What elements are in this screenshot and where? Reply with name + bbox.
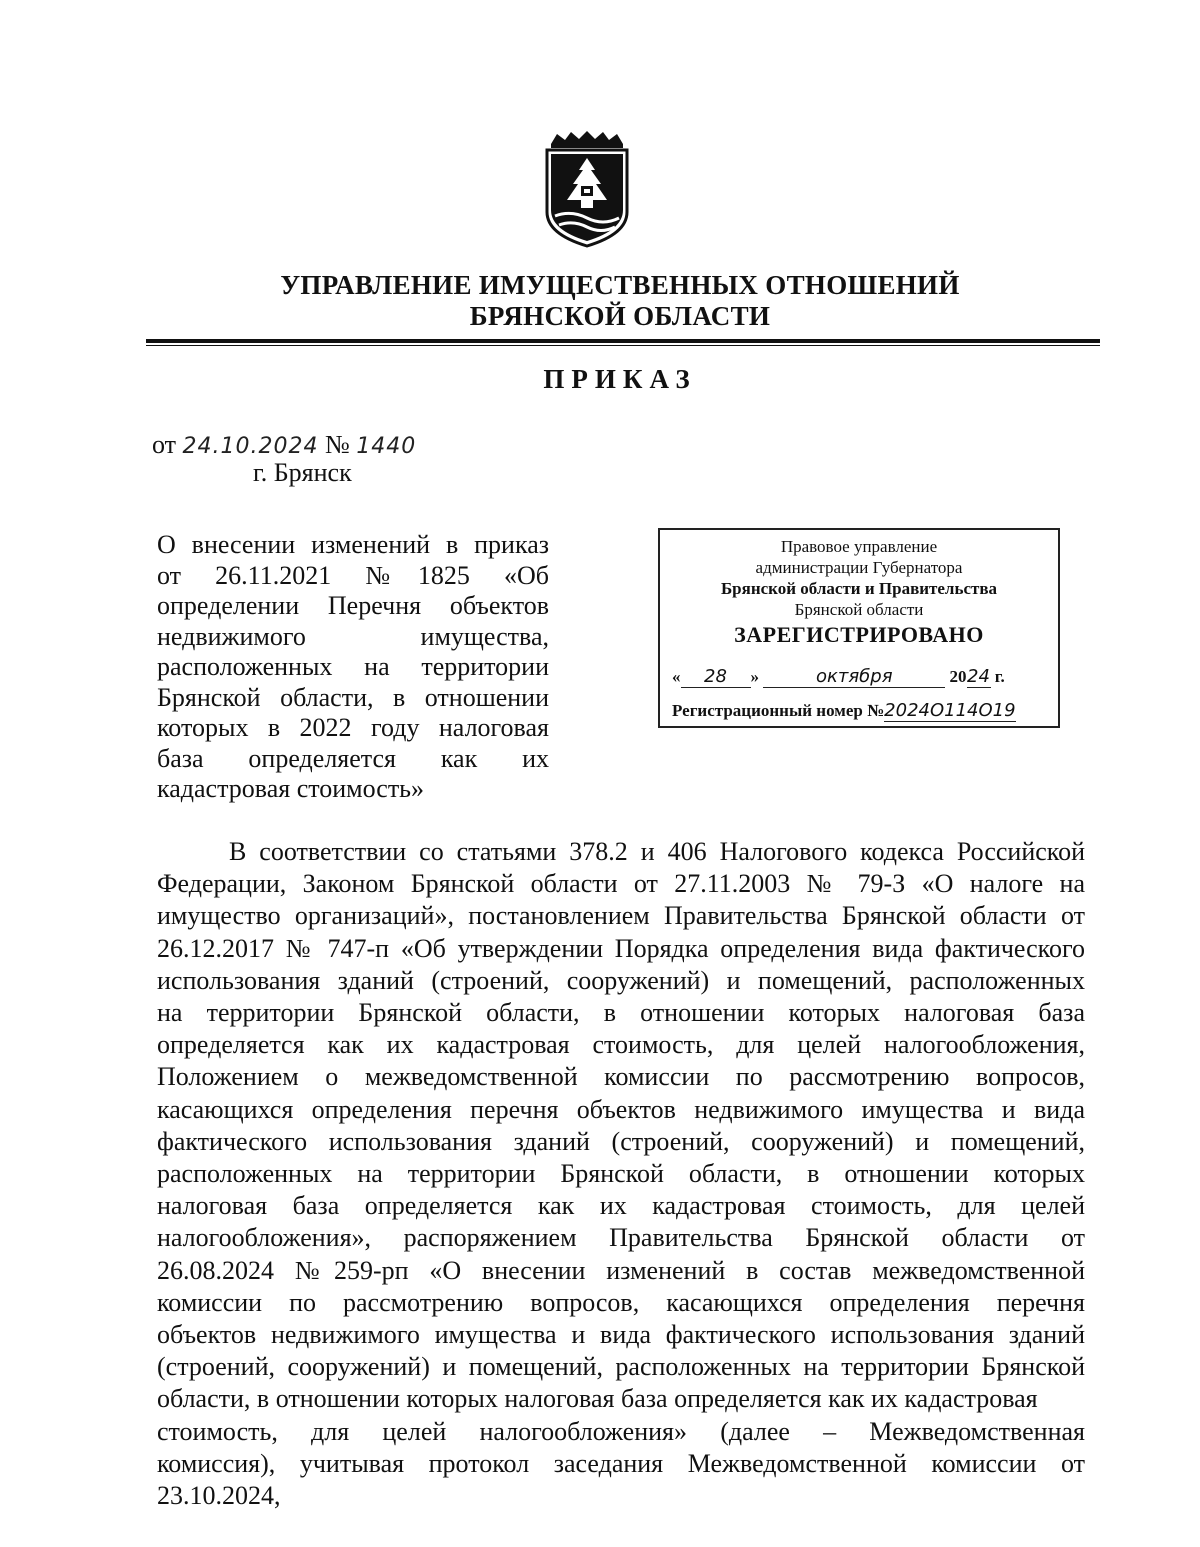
order-subject — [157, 530, 549, 805]
stamp-date — [672, 666, 1052, 688]
body-line: стоимость, для целей налогообложения» (далее – Межведомственная — [157, 1416, 1085, 1446]
city: г. Брянск — [253, 458, 352, 487]
body-line: В соответствии со статьями 378.2 и 406 Налогового кодекса Российской — [229, 837, 1085, 866]
body-line: 26.08.2024 №259-рп «О внесении изменений в состав межведомственной — [157, 1255, 1085, 1285]
date-handwritten: 24.10.2024 — [182, 434, 319, 459]
coat-of-arms-icon — [541, 130, 633, 248]
stamp-open-quote: « — [672, 667, 681, 686]
body-line: Федерации, Законом Брянской области от 27.11.2003 № 79-З «О налоге на — [157, 869, 1085, 899]
body-line: комиссия), учитывая протокол заседания Межведомственной комиссии от — [157, 1448, 1085, 1478]
body-line: имущество организаций», постановлением Правительства Брянской области от — [157, 901, 1085, 931]
subject-line: недвижимого имущества, — [157, 621, 549, 651]
stamp-reg-number — [672, 700, 1052, 721]
subject-line: кадастровая стоимость» — [157, 774, 425, 803]
order-body — [157, 836, 1085, 1512]
body-line: комиссии по рассмотрению вопросов, касающихся определения перечня — [157, 1287, 1085, 1317]
order-date-line — [152, 430, 416, 460]
body-line: использования зданий (строений, сооружений) и помещений, расположенных — [157, 965, 1085, 995]
org-title-line2: БРЯНСКОЙ ОБЛАСТИ — [469, 301, 771, 331]
stamp-line: Брянской области и Правительства — [720, 579, 998, 598]
stamp-reg-label: Регистрационный номер № — [672, 701, 885, 720]
stamp-line: Брянской области — [794, 600, 924, 619]
registration-stamp — [658, 528, 1060, 728]
body-line: налогообложения», распоряжением Правительства Брянской области от — [157, 1223, 1085, 1253]
number-handwritten: 1440 — [356, 434, 417, 459]
body-line: (строений, сооружений) и помещений, расположенных на территории Брянской — [157, 1352, 1085, 1382]
stamp-line: Правовое управление — [780, 537, 938, 556]
stamp-year-handwritten: 24 — [967, 666, 990, 687]
org-title-line1: УПРАВЛЕНИЕ ИМУЩЕСТВЕННЫХ ОТНОШЕНИЙ — [280, 270, 960, 300]
date-prefix: от — [152, 430, 177, 459]
body-line: налоговая база определяется как их кадастровая стоимость, для целей — [157, 1191, 1085, 1221]
stamp-month-handwritten: октября — [763, 666, 945, 688]
subject-line: от 26.11.2021 №1825 «Об — [157, 560, 549, 590]
body-line: 26.12.2017 № 747-п «Об утверждении Порядка определения вида фактического — [157, 933, 1085, 963]
body-line: объектов недвижимого имущества и вида фактического использования зданий — [157, 1320, 1085, 1350]
body-line: определяется как их кадастровая стоимость, для целей налогообложения, — [157, 1030, 1085, 1060]
subject-line: О внесении изменений в приказ — [157, 530, 549, 559]
subject-line: которых в 2022 году налоговая — [157, 713, 549, 742]
body-line: на территории Брянской области, в отношении которых налоговая база — [157, 998, 1085, 1028]
stamp-reg-number-handwritten: 2024O114O19 — [884, 700, 1016, 721]
subject-line: Брянской области, в отношении — [157, 682, 549, 712]
subject-line: расположенных на территории — [157, 652, 549, 681]
stamp-close-quote: » — [750, 667, 759, 686]
body-line: касающихся определения перечня объектов недвижимого имущества и вида — [157, 1094, 1085, 1124]
subject-line: определении Перечня объектов — [157, 591, 549, 620]
body-line: расположенных на территории Брянской области, в отношении которых — [157, 1159, 1085, 1189]
body-line: области, в отношении которых налоговая база определяется как их кадастровая — [157, 1384, 1038, 1414]
stamp-year-prefix: 20 — [949, 667, 967, 686]
body-line: фактического использования зданий (строений, сооружений) и помещений, — [157, 1126, 1085, 1156]
subject-line: база определяется как их — [157, 743, 549, 773]
body-line: 23.10.2024, — [157, 1481, 281, 1511]
stamp-registered: ЗАРЕГИСТРИРОВАНО — [734, 622, 984, 647]
number-prefix: № — [325, 430, 350, 459]
doc-kind: ПРИКАЗ — [543, 364, 697, 394]
header-rule-thin — [146, 345, 1100, 346]
header-rule — [146, 339, 1100, 343]
stamp-year-suffix: г. — [994, 667, 1005, 686]
body-line: Положением о межведомственной комиссии по рассмотрению вопросов, — [157, 1062, 1085, 1092]
stamp-line: администрации Губернатора — [755, 558, 963, 577]
stamp-day-handwritten: 28 — [681, 666, 751, 688]
